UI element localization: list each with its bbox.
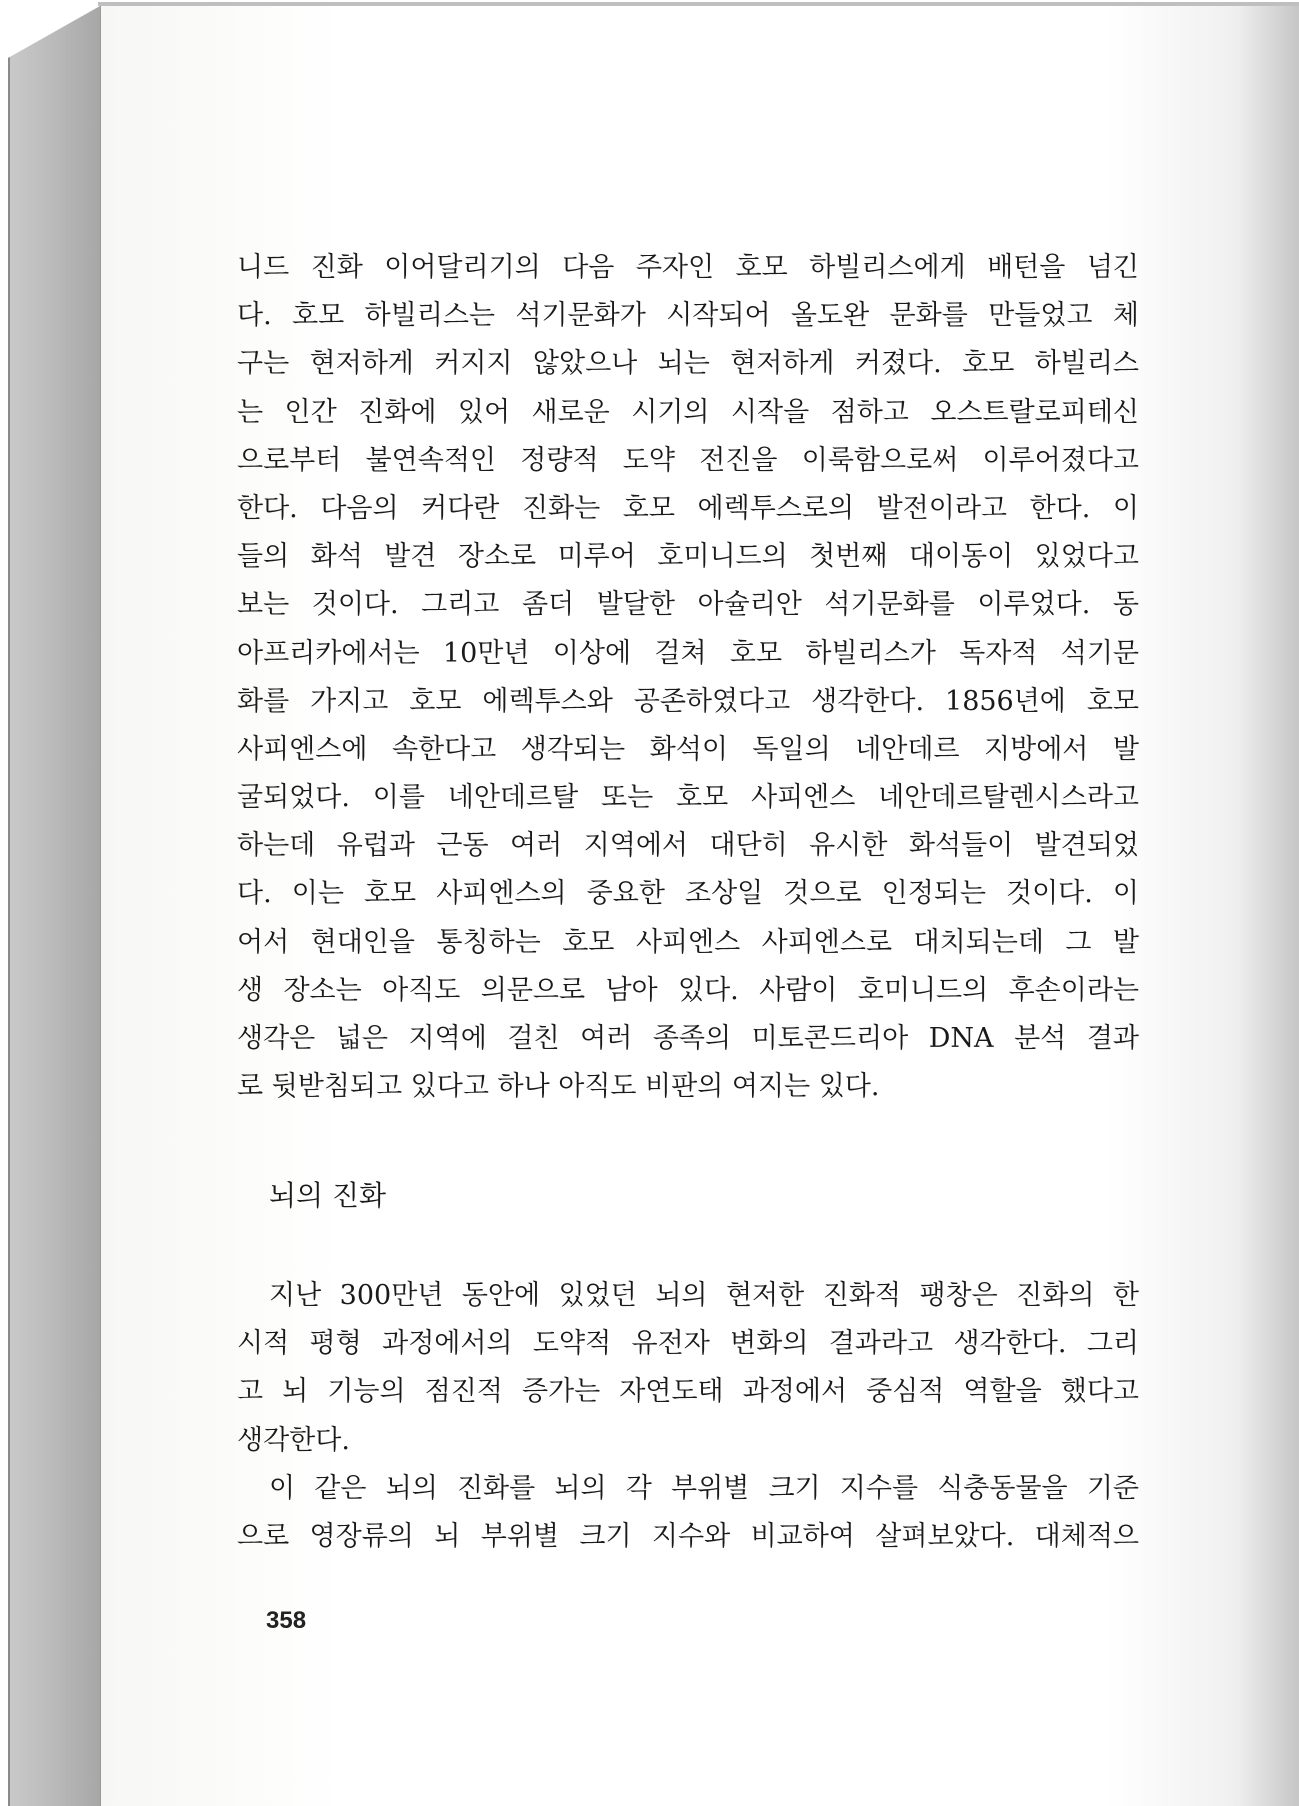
body-line: 하는데 유럽과 근동 여러 지역에서 대단히 유시한 화석들이 발견되었 <box>237 830 1139 862</box>
body-line: 아프리카에서는 10만년 이상에 걸쳐 호모 하빌리스가 독자적 석기문 <box>237 637 1139 669</box>
section-paragraph <box>237 1272 1139 1561</box>
body-line: 들의 화석 발견 장소로 미루어 호미니드의 첫번째 대이동이 있었다고 <box>237 541 1139 573</box>
body-line: 는 인간 진화에 있어 새로운 시기의 시작을 점하고 오스트랄로피테신 <box>237 396 1139 428</box>
page-shadow <box>1239 6 1299 1806</box>
body-paragraph <box>237 244 1139 1111</box>
body-line: 으로부터 불연속적인 정량적 도약 전진을 이룩함으로써 이루어졌다고 <box>237 444 1139 476</box>
body-line: 다. 호모 하빌리스는 석기문화가 시작되어 올도완 문화를 만들었고 체 <box>237 300 1139 332</box>
body-line: 로 뒷받침되고 있다고 하나 아직도 비판의 여지는 있다. <box>237 1071 880 1103</box>
section-line: 이 같은 뇌의 진화를 뇌의 각 부위별 크기 지수를 식충동물을 기준 <box>269 1472 1139 1504</box>
body-line: 사피엔스에 속한다고 생각되는 화석이 독일의 네안데르 지방에서 발 <box>237 733 1139 765</box>
body-line: 한다. 다음의 커다란 진화는 호모 에렉투스로의 발전이라고 한다. 이 <box>237 492 1139 524</box>
section-line: 고 뇌 기능의 점진적 증가는 자연도태 과정에서 중심적 역할을 했다고 <box>237 1376 1139 1408</box>
body-line: 굴되었다. 이를 네안데르탈 또는 호모 사피엔스 네안데르탈렌시스라고 <box>237 782 1139 814</box>
section-line: 생각한다. <box>237 1424 350 1456</box>
section-line: 지난 300만년 동안에 있었던 뇌의 현저한 진화적 팽창은 진화의 한 <box>269 1280 1139 1311</box>
section-heading: 뇌의 진화 <box>269 1179 387 1212</box>
body-line: 생각은 넓은 지역에 걸친 여러 종족의 미토콘드리아 DNA 분석 결과 <box>237 1023 1139 1054</box>
book-side-block <box>8 6 100 1806</box>
page-number: 358 <box>266 1607 307 1634</box>
body-line: 니드 진화 이어달리기의 다음 주자인 호모 하빌리스에게 배턴을 넘긴 <box>237 252 1139 283</box>
body-line: 화를 가지고 호모 에렉투스와 공존하였다고 생각한다. 1856년에 호모 <box>237 685 1139 717</box>
section-line: 시적 평형 과정에서의 도약적 유전자 변화의 결과라고 생각한다. 그리 <box>237 1328 1139 1360</box>
body-line: 어서 현대인을 통칭하는 호모 사피엔스 사피엔스로 대치되는데 그 발 <box>237 926 1139 958</box>
body-line: 구는 현저하게 커지지 않았으나 뇌는 현저하게 커졌다. 호모 하빌리스 <box>237 348 1139 380</box>
section-line: 으로 영장류의 뇌 부위별 크기 지수와 비교하여 살펴보았다. 대체적으 <box>237 1520 1139 1552</box>
body-line: 보는 것이다. 그리고 좀더 발달한 아슐리안 석기문화를 이루었다. 동 <box>237 589 1139 621</box>
body-line: 다. 이는 호모 사피엔스의 중요한 조상일 것으로 인정되는 것이다. 이 <box>237 878 1139 910</box>
body-line: 생 장소는 아직도 의문으로 남아 있다. 사람이 호미니드의 후손이라는 <box>237 974 1139 1006</box>
